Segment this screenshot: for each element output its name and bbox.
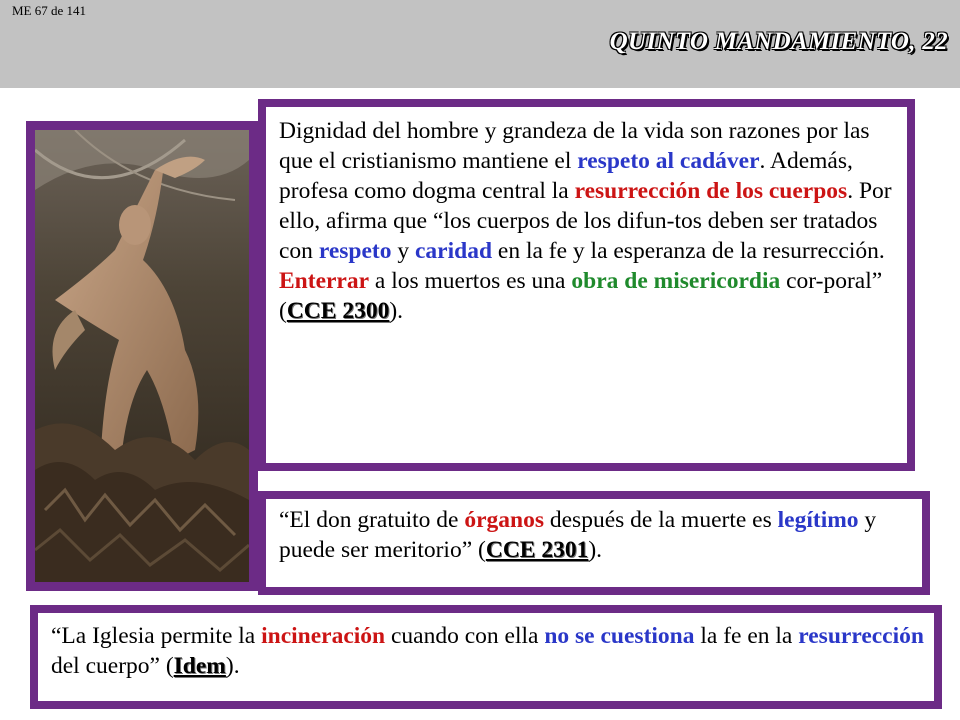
sculpture-photo-icon (35, 130, 249, 582)
box1-text: a los muertos es una (369, 268, 572, 294)
text-box-cadaver (258, 99, 915, 471)
sculpture-photo-frame (26, 121, 258, 591)
box2-text: “El don gratuito de (279, 507, 465, 533)
slide-header (0, 0, 960, 88)
box2-text: ). (588, 537, 603, 563)
box3-highlight: incineración (261, 623, 386, 649)
box2-highlight: órganos (464, 507, 544, 533)
box1-highlight: respeto al cadáver (577, 148, 760, 174)
box1-highlight: caridad (414, 238, 493, 264)
box1-text: y (391, 238, 415, 264)
box1-text: . Además, profesa como dogma central la (279, 148, 853, 204)
catechism-reference-link[interactable]: CCE 2300 (286, 298, 390, 324)
box2-text: después de la muerte es (544, 507, 778, 533)
box3-text: cuando con ella (385, 623, 545, 649)
box3-highlight: resurrección (798, 623, 924, 649)
box3-highlight: no se cuestiona (544, 623, 695, 649)
box1-text: ). (389, 298, 404, 324)
catechism-reference-link[interactable]: CCE 2301 (485, 537, 589, 563)
box1-highlight: respeto (318, 238, 392, 264)
box3-text: “La Iglesia permite la (51, 623, 262, 649)
box3-text: del cuerpo” ( (51, 653, 174, 679)
box1-highlight: obra de misericordia (571, 268, 781, 294)
box2-highlight: legítimo (777, 507, 859, 533)
box1-text: cor-poral” ( (279, 268, 883, 324)
box2-text: y puede ser meritorio” ( (279, 507, 877, 563)
box1-highlight: Enterrar (279, 268, 370, 294)
box1-highlight: resurrección de los cuerpos (574, 178, 848, 204)
box1-text: . Por ello, afirma que “los cuerpos de los difun-tos deben ser tratados con (279, 178, 892, 264)
slide-title: QUINTO MANDAMIENTO, 22 (609, 28, 948, 55)
box3-text: la fe en la (694, 623, 799, 649)
box1-text: Dignidad del hombre y grandeza de la vida son razones por las que el cristianismo mantiene el (279, 118, 870, 174)
text-box-incineracion (30, 605, 942, 709)
slide-number: ME 67 de 141 (12, 3, 87, 18)
catechism-reference-link[interactable]: Idem (173, 653, 226, 679)
box1-text: en la fe y la esperanza de la resurrección. (492, 238, 885, 264)
box3-text: ). (225, 653, 240, 679)
text-box-organos (258, 491, 930, 595)
